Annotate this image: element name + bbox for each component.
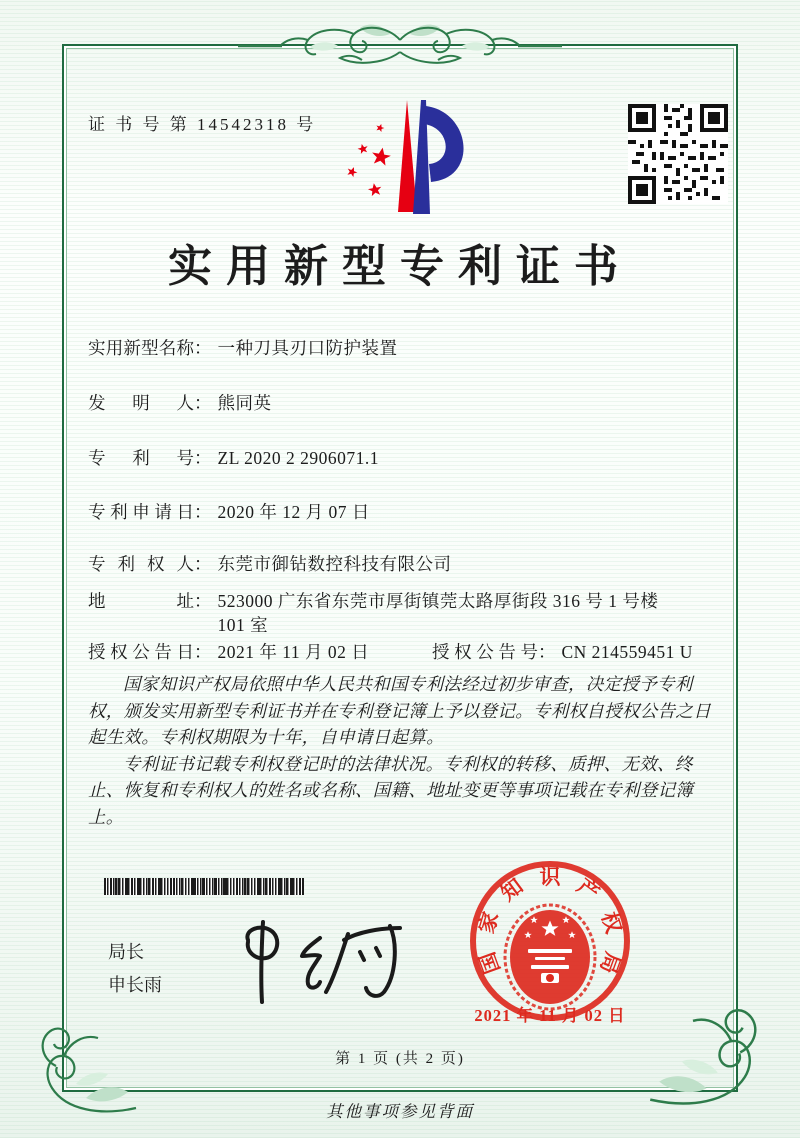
- seal-char: 识: [539, 865, 561, 889]
- field-colon: ：: [194, 591, 212, 611]
- legal-paragraph-2: 专利证书记载专利权登记时的法律状况。专利权的转移、质押、无效、终止、恢复和专利权人的姓名或名称、国籍、地址变更等事项记载在专利登记簿上。: [88, 753, 694, 827]
- field-label: 专利权人: [88, 554, 194, 574]
- signer-block: [108, 936, 162, 1002]
- field-colon: ：: [194, 448, 212, 468]
- field-row-grant: [88, 640, 720, 664]
- field-row-address: [88, 589, 720, 637]
- field-label: 专利申请日: [88, 502, 194, 522]
- field-colon: ：: [194, 554, 212, 574]
- barcode-icon: [104, 878, 304, 895]
- field-label: 专利号: [88, 448, 194, 468]
- field-value: 2020 年 12 月 07 日: [217, 502, 370, 522]
- field-row-inventor: [88, 391, 720, 415]
- legal-text-block: [88, 671, 716, 830]
- seal-char: 权: [596, 909, 626, 937]
- field-label: 发明人: [88, 393, 194, 413]
- legal-paragraph-1: 国家知识产权局依照中华人民共和国专利法经过初步审查，决定授予专利权，颁发实用新型专利证书并在专利登记簿上予以登记。专利权自授权公告之日起生效。专利权期限为十年，自申请日起算。: [88, 674, 711, 747]
- field-colon: ：: [194, 338, 212, 358]
- field-label: 地址: [88, 591, 194, 611]
- qr-code-icon: [628, 104, 728, 204]
- field-colon: ：: [538, 642, 556, 662]
- field-value: 熊同英: [217, 393, 272, 413]
- field-value: 2021 年 11 月 02 日: [217, 642, 370, 662]
- top-flourish-ornament-icon: [238, 20, 562, 74]
- field-row-utility-model-name: [88, 336, 720, 360]
- certificate-number: 证 书 号 第 14542318 号: [88, 115, 317, 134]
- field-value: 东莞市御钻数控科技有限公司: [217, 554, 452, 574]
- seal-date: 2021 年 11 月 02 日: [474, 1006, 626, 1025]
- certificate-title: 实用新型专利证书: [168, 242, 632, 291]
- seal-char: 知: [496, 873, 528, 906]
- handwritten-signature-icon: [208, 900, 418, 1015]
- field-colon: ：: [194, 502, 212, 522]
- seal-char: 产: [572, 873, 604, 906]
- signer-name: 申长雨: [108, 975, 162, 995]
- field-colon: ：: [194, 642, 212, 662]
- seal-char: 家: [474, 909, 504, 937]
- field-value: ZL 2020 2 2906071.1: [217, 448, 379, 468]
- signer-role: 局长: [108, 942, 144, 962]
- seal-char: 局: [595, 948, 626, 977]
- field-label: 实用新型名称: [88, 338, 194, 358]
- field-colon: ：: [194, 393, 212, 413]
- field-label: 授权公告日: [88, 642, 194, 662]
- field-value: CN 214559451 U: [561, 642, 693, 662]
- back-side-note: 其他事项参见背面: [326, 1102, 474, 1121]
- field-row-patent-number: [88, 446, 720, 470]
- field-value: 一种刀具刃口防护装置: [217, 338, 398, 358]
- cnipa-logo-icon: [333, 94, 485, 220]
- national-emblem-icon: [505, 905, 595, 1009]
- grant-number-pair: [432, 640, 693, 664]
- field-row-patentee: [88, 552, 720, 576]
- field-label: 授权公告号: [432, 642, 538, 662]
- page-number: 第 1 页 (共 2 页): [335, 1051, 465, 1067]
- field-value: 523000 广东省东莞市厚街镇莞太路厚街段 316 号 1 号楼 101 室: [217, 591, 659, 635]
- field-row-filing-date: [88, 500, 720, 524]
- seal-char: 国: [474, 948, 505, 977]
